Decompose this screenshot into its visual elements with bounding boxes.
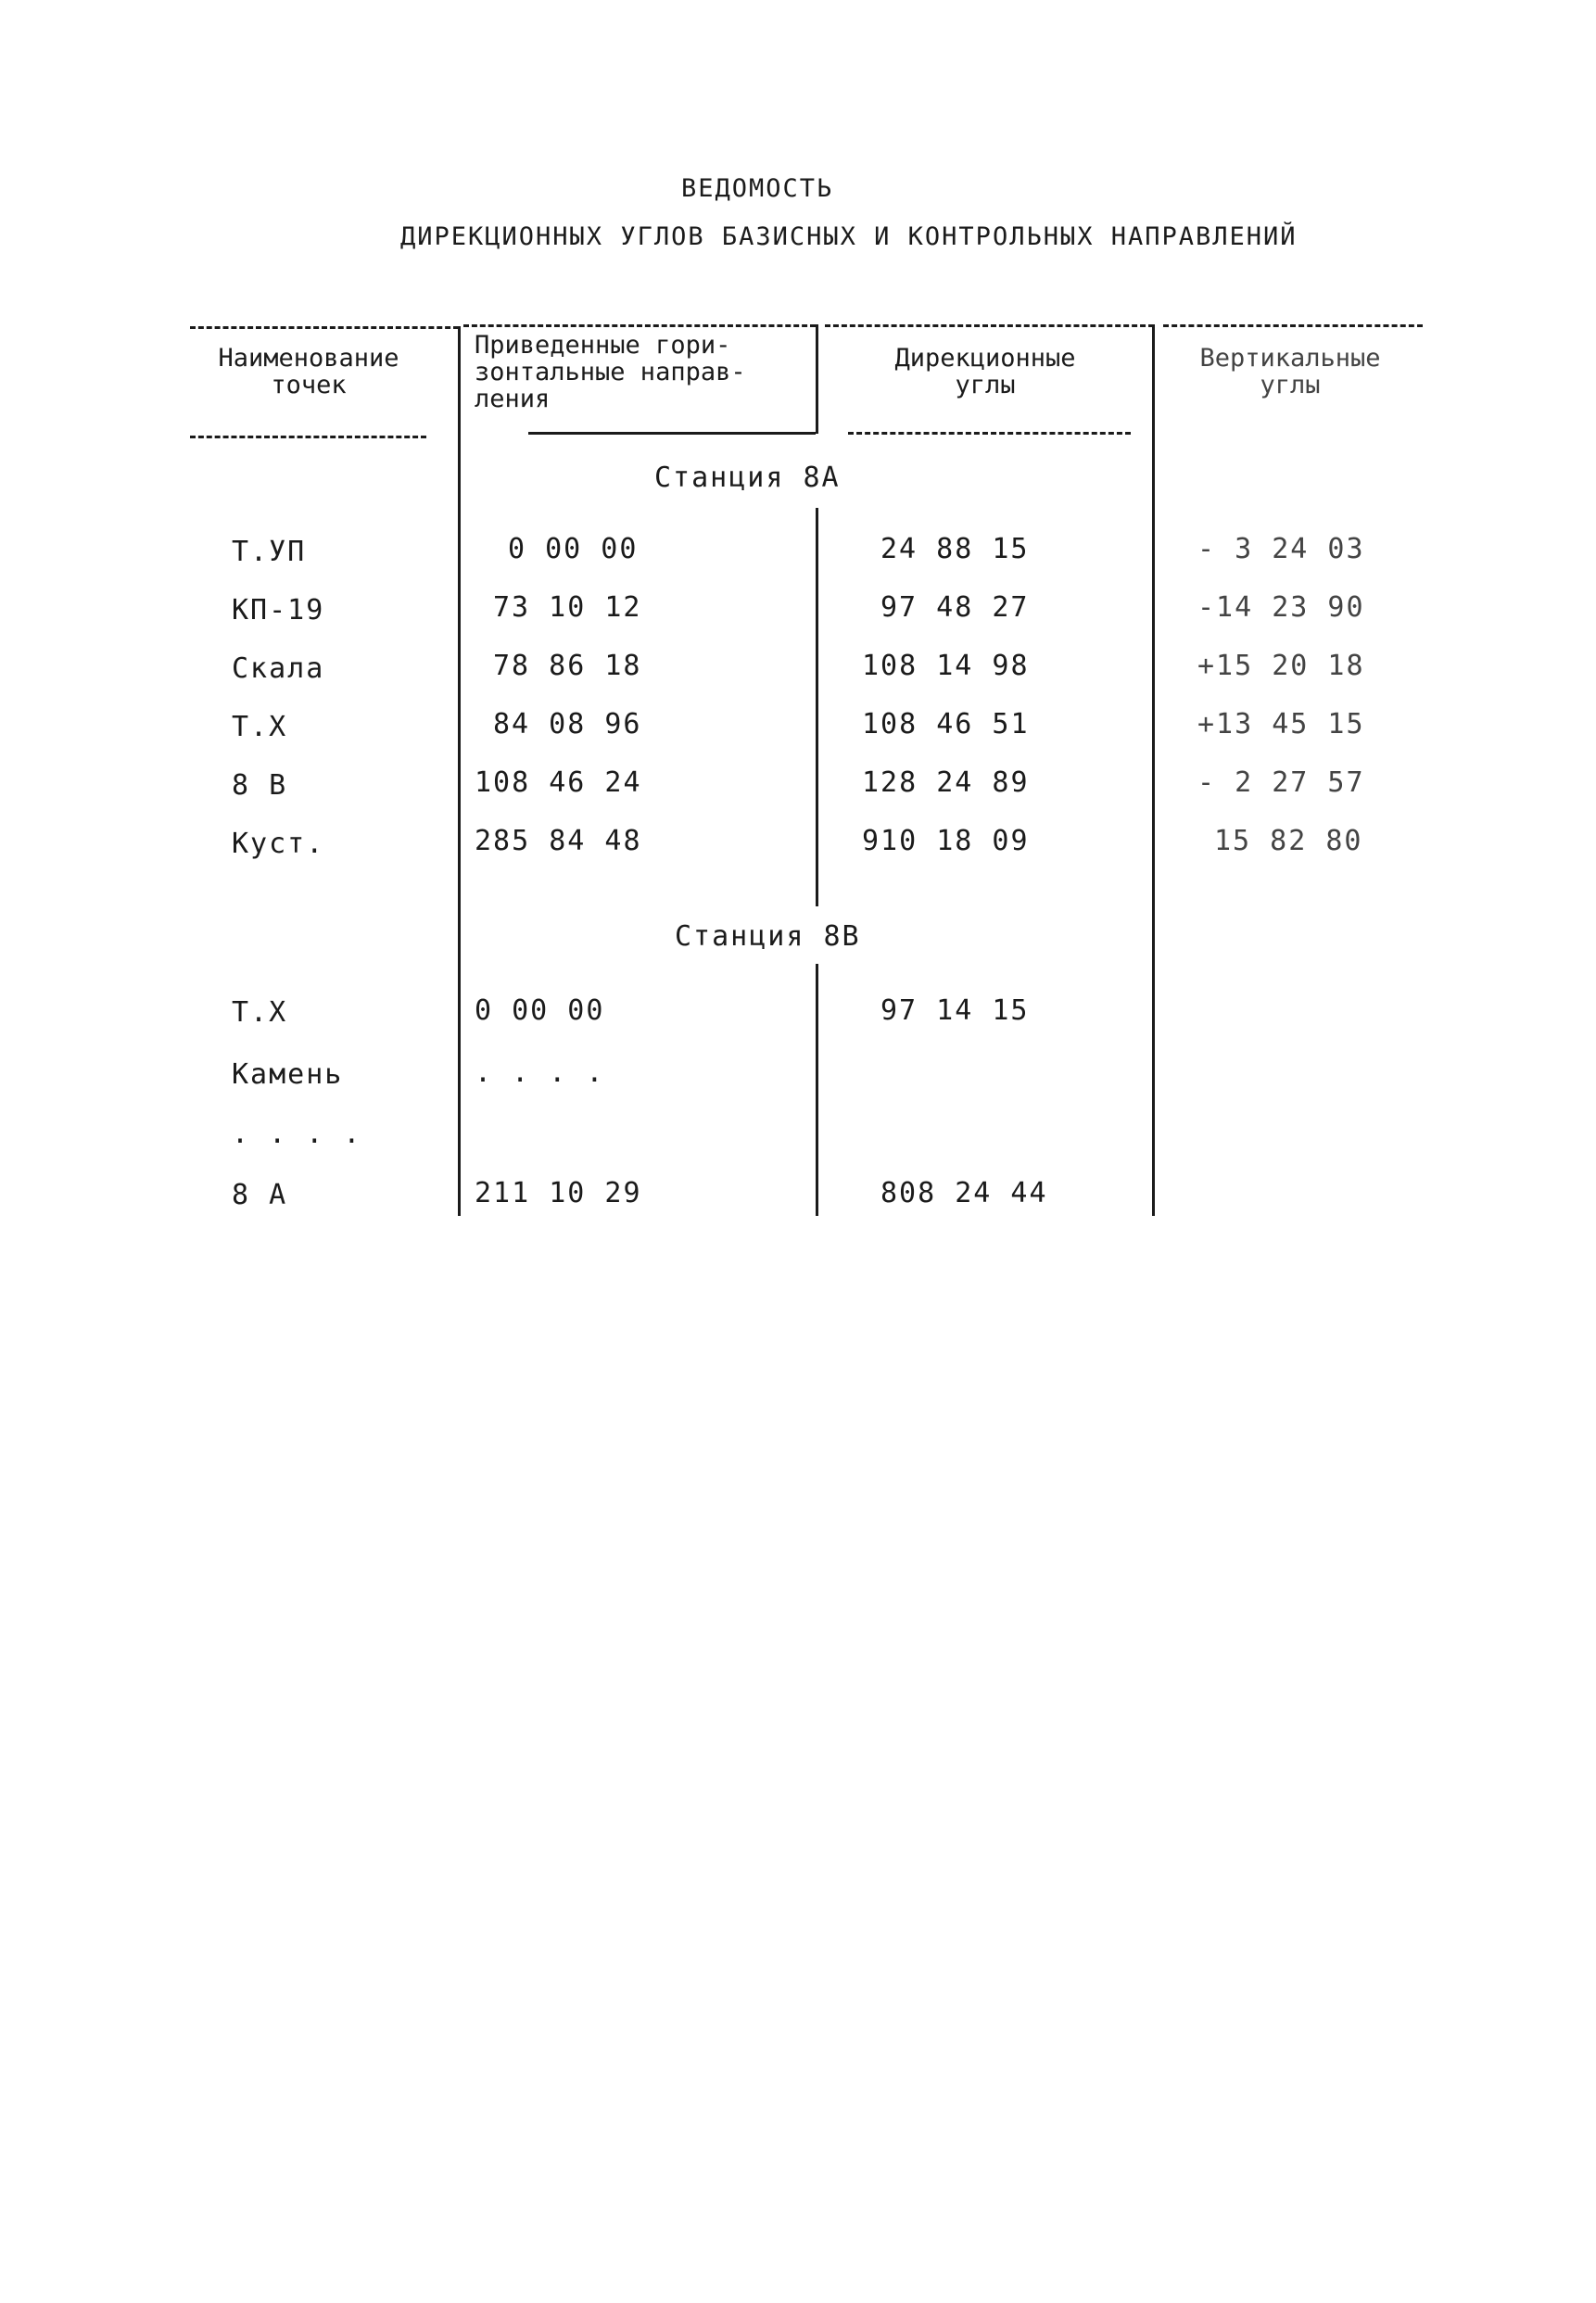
horizontal-direction: 73 10 12 — [493, 591, 642, 624]
directional-angle: 808 24 44 — [880, 1177, 1048, 1209]
header-bottom-rule-col2 — [528, 432, 816, 435]
vertical-angle: - 2 27 57 — [1197, 766, 1365, 799]
horizontal-direction: 84 08 96 — [493, 708, 642, 740]
directional-angle: 910 18 09 — [862, 825, 1030, 857]
point-name: 8 А — [232, 1179, 288, 1211]
header-horizontal-directions: Приведенные гори- зонтальные направ- ления — [475, 331, 746, 413]
point-name: Т.Х — [232, 996, 288, 1029]
vertical-angle: -14 23 90 — [1197, 591, 1365, 624]
point-name: . . . . — [232, 1118, 362, 1150]
directional-angle: 97 48 27 — [880, 591, 1030, 624]
header-vertical-angles: Вертикальные углы — [1199, 344, 1381, 399]
header-top-rule-col2 — [463, 324, 816, 327]
station-label: Станция 8А — [654, 462, 841, 494]
document-title: ВЕДОМОСТЬ — [681, 174, 834, 203]
column-divider-3 — [1152, 324, 1155, 1216]
vertical-angle: +15 20 18 — [1197, 650, 1365, 682]
vertical-angle: - 3 24 03 — [1197, 533, 1365, 565]
horizontal-direction: 78 86 18 — [493, 650, 642, 682]
column-divider-2-station1 — [816, 508, 818, 906]
header-directional-angles: Дирекционные углы — [894, 344, 1076, 399]
horizontal-direction: . . . . — [475, 1057, 605, 1089]
directional-angle: 108 46 51 — [862, 708, 1030, 740]
directional-angle: 24 88 15 — [880, 533, 1030, 565]
column-divider-2-station2 — [816, 964, 818, 1216]
horizontal-direction: 211 10 29 — [475, 1177, 642, 1209]
header-top-rule-col4 — [1163, 324, 1423, 327]
station-label: Станция 8В — [675, 920, 861, 953]
point-name: Куст. — [232, 828, 325, 860]
header-bottom-rule-col3 — [848, 432, 1131, 435]
directional-angle: 108 14 98 — [862, 650, 1030, 682]
directional-angle: 97 14 15 — [880, 994, 1030, 1027]
column-divider-2-header — [816, 324, 818, 434]
document-subtitle: ДИРЕКЦИОННЫХ УГЛОВ БАЗИСНЫХ И КОНТРОЛЬНЫХ НАПРАВЛЕНИЙ — [400, 222, 1298, 251]
horizontal-direction: 0 00 00 — [475, 994, 605, 1027]
header-point-names: Наименование точек — [218, 344, 399, 399]
directional-angle: 128 24 89 — [862, 766, 1030, 799]
horizontal-direction: 0 00 00 — [508, 533, 639, 565]
header-bottom-rule-col1 — [190, 436, 426, 438]
vertical-angle: +13 45 15 — [1197, 708, 1365, 740]
column-divider-1 — [458, 326, 461, 1216]
point-name: Т.Х — [232, 711, 288, 743]
header-top-rule-col3 — [825, 324, 1154, 327]
point-name: 8 В — [232, 769, 288, 802]
point-name: КП-19 — [232, 594, 325, 626]
point-name: Т.УП — [232, 536, 307, 568]
vertical-angle: 15 82 80 — [1214, 825, 1363, 857]
header-top-rule-col1 — [190, 326, 459, 329]
point-name: Скала — [232, 652, 325, 685]
point-name: Камень — [232, 1058, 344, 1091]
horizontal-direction: 285 84 48 — [475, 825, 642, 857]
horizontal-direction: 108 46 24 — [475, 766, 642, 799]
